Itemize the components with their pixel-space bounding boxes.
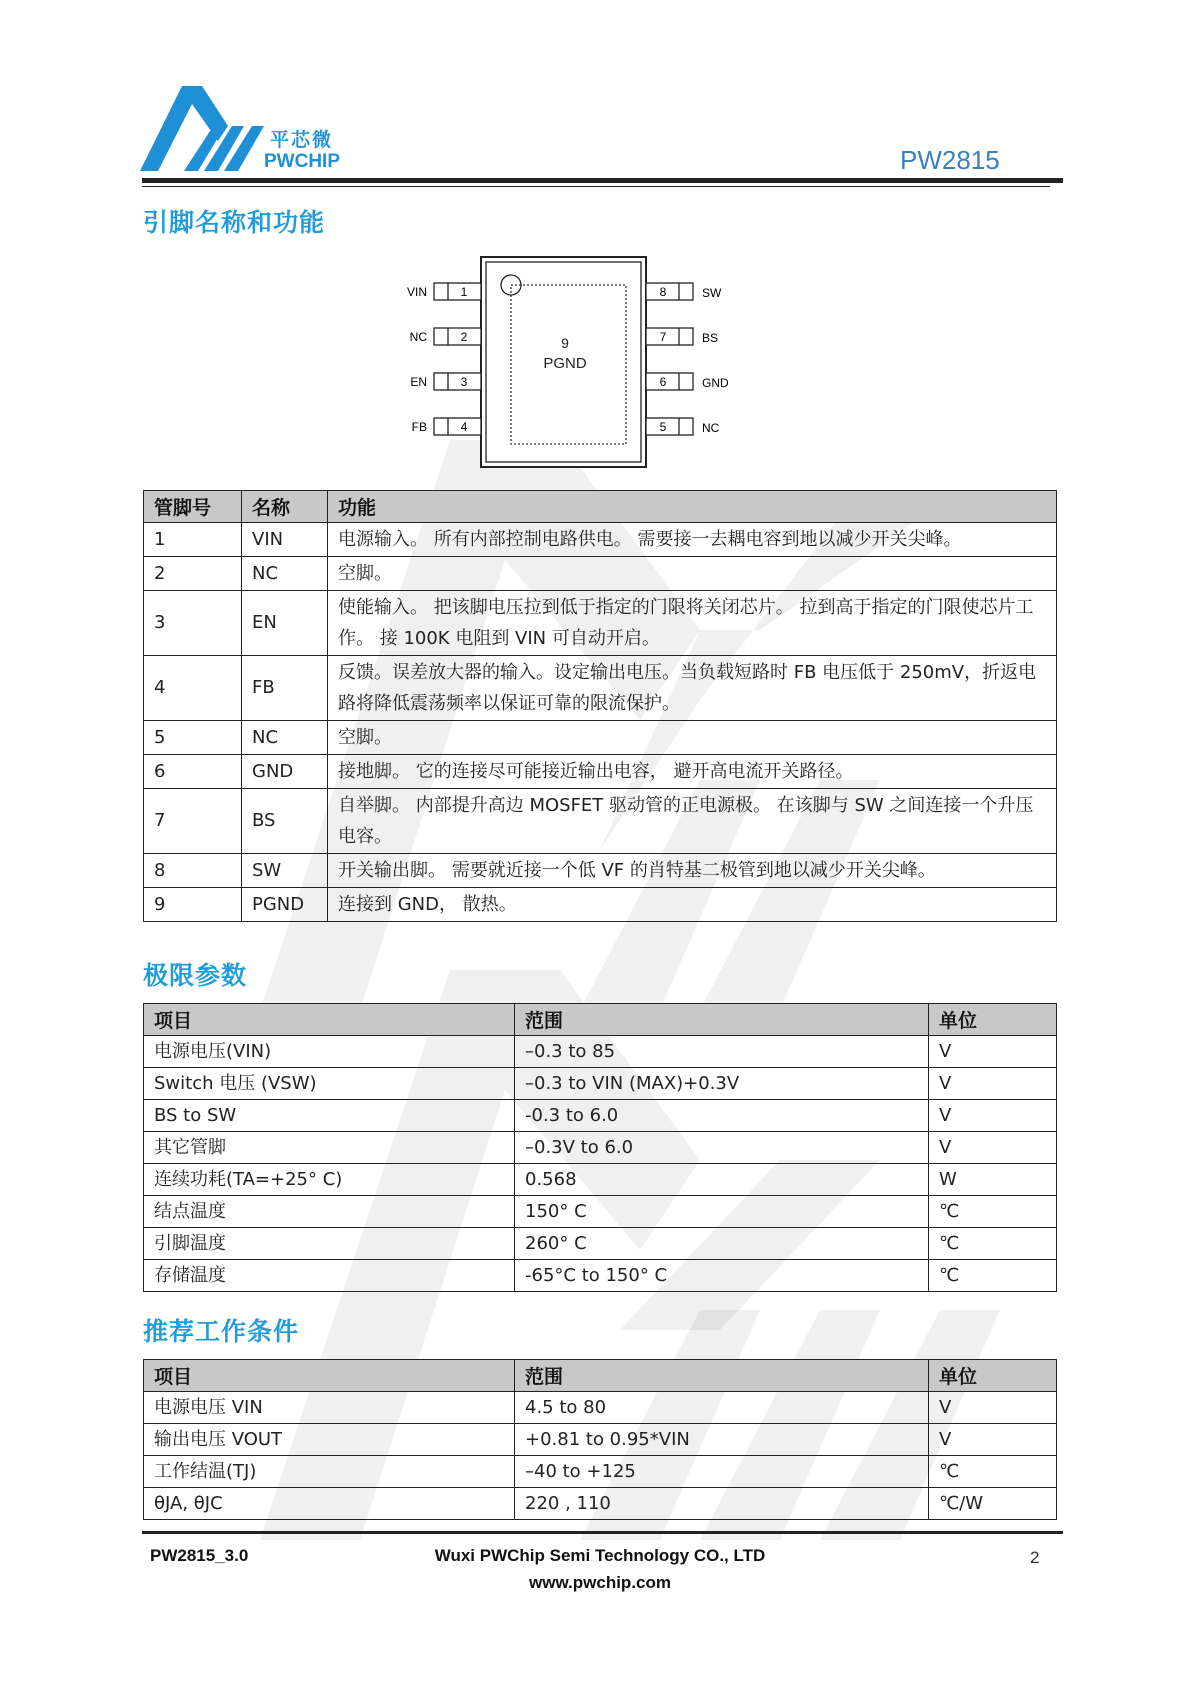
header-rule-thin <box>142 186 1050 187</box>
center-pad-label: PGND <box>543 355 587 372</box>
param-unit: V <box>929 1100 1057 1132</box>
param-unit: ℃ <box>929 1456 1057 1488</box>
param-range: –40 to +125 <box>515 1456 929 1488</box>
col-header-item: 项目 <box>144 1004 515 1036</box>
pin-name: NC <box>242 557 328 591</box>
table-row <box>144 1132 1057 1164</box>
table-row <box>144 656 1057 721</box>
pin-num-right-6: 6 <box>659 375 667 389</box>
param-range: –0.3 to 85 <box>515 1036 929 1068</box>
param-range: 4.5 to 80 <box>515 1392 929 1424</box>
pin-label-left-2: NC <box>409 330 427 344</box>
page-number: 2 <box>1030 1548 1040 1567</box>
param-unit: V <box>929 1392 1057 1424</box>
pin-num-left-1: 1 <box>460 285 468 299</box>
param-range: +0.81 to 0.95*VIN <box>515 1424 929 1456</box>
pin-function: 开关输出脚。 需要就近接一个低 VF 的肖特基二极管到地以减少开关尖峰。 <box>328 854 1057 888</box>
logo-chinese-name: 平芯微 <box>270 129 334 151</box>
pin-label-right-5: NC <box>702 421 720 435</box>
footer-rule <box>142 1531 1063 1534</box>
pin-num-right-5: 5 <box>659 420 667 434</box>
param-range: -65°C to 150° C <box>515 1260 929 1292</box>
param-item: 输出电压 VOUT <box>144 1424 515 1456</box>
pin-number: 5 <box>144 721 242 755</box>
pin-function: 接地脚。 它的连接尽可能接近输出电容， 避开高电流开关路径。 <box>328 755 1057 789</box>
param-unit: W <box>929 1164 1057 1196</box>
col-header-pin: 管脚号 <box>144 491 242 523</box>
pin-num-right-7: 7 <box>659 330 667 344</box>
table-row <box>144 1424 1057 1456</box>
col-header-name: 名称 <box>242 491 328 523</box>
pin-label-right-6: GND <box>702 376 729 390</box>
param-item: BS to SW <box>144 1100 515 1132</box>
table-row <box>144 523 1057 557</box>
pin-name: EN <box>242 591 328 656</box>
table-row <box>144 854 1057 888</box>
section-title-recommended: 推荐工作条件 <box>143 1317 300 1346</box>
param-unit: ℃/W <box>929 1488 1057 1520</box>
param-range: 260° C <box>515 1228 929 1260</box>
table-row <box>144 557 1057 591</box>
pin-number: 1 <box>144 523 242 557</box>
pin-number: 9 <box>144 888 242 922</box>
col-header-unit: 单位 <box>929 1004 1057 1036</box>
pin-number: 4 <box>144 656 242 721</box>
company-name: Wuxi PWChip Semi Technology CO., LTD <box>434 1546 766 1565</box>
pin-label-left-3: EN <box>410 375 427 389</box>
col-header-range: 范围 <box>515 1360 929 1392</box>
pin-label-left-4: FB <box>411 420 427 434</box>
table-row <box>144 1392 1057 1424</box>
param-unit: V <box>929 1424 1057 1456</box>
pin-num-left-3: 3 <box>460 375 468 389</box>
table-row <box>144 1196 1057 1228</box>
pin-name: GND <box>242 755 328 789</box>
pin-function-table <box>143 490 1057 922</box>
table-row <box>144 1488 1057 1520</box>
center-pad-number: 9 <box>561 335 569 351</box>
recommended-conditions-table <box>143 1359 1057 1520</box>
table-row <box>144 1036 1057 1068</box>
pin-number: 8 <box>144 854 242 888</box>
section-title-absolute-max: 极限参数 <box>143 961 248 990</box>
pin-num-left-4: 4 <box>460 420 468 434</box>
pin-function: 空脚。 <box>328 721 1057 755</box>
website-link[interactable]: www.pwchip.com <box>529 1573 671 1592</box>
param-item: 存储温度 <box>144 1260 515 1292</box>
absolute-max-table <box>143 1003 1057 1292</box>
table-row <box>144 1100 1057 1132</box>
param-range: 0.568 <box>515 1164 929 1196</box>
param-item: 其它管脚 <box>144 1132 515 1164</box>
param-range: –0.3V to 6.0 <box>515 1132 929 1164</box>
param-item: 结点温度 <box>144 1196 515 1228</box>
param-unit: ℃ <box>929 1228 1057 1260</box>
pin-name: FB <box>242 656 328 721</box>
col-header-range: 范围 <box>515 1004 929 1036</box>
pin-label-left-1: VIN <box>406 285 427 299</box>
param-item: θJA, θJC <box>144 1488 515 1520</box>
section-title-pins: 引脚名称和功能 <box>143 208 326 237</box>
table-header-row <box>144 491 1057 523</box>
table-row <box>144 789 1057 854</box>
header-rule <box>142 178 1063 183</box>
part-number: PW2815 <box>900 145 1000 175</box>
pin-num-left-2: 2 <box>460 330 468 344</box>
table-header-row <box>144 1004 1057 1036</box>
param-range: 150° C <box>515 1196 929 1228</box>
pin-num-right-8: 8 <box>659 285 667 299</box>
param-unit: ℃ <box>929 1196 1057 1228</box>
pin-name: NC <box>242 721 328 755</box>
col-header-item: 项目 <box>144 1360 515 1392</box>
table-row <box>144 1456 1057 1488</box>
param-range: –0.3 to VIN (MAX)+0.3V <box>515 1068 929 1100</box>
param-item: Switch 电压 (VSW) <box>144 1068 515 1100</box>
table-row <box>144 1260 1057 1292</box>
param-unit: V <box>929 1068 1057 1100</box>
doc-version: PW2815_3.0 <box>150 1546 249 1565</box>
param-item: 引脚温度 <box>144 1228 515 1260</box>
pin-function: 电源输入。 所有内部控制电路供电。 需要接一去耦电容到地以减少开关尖峰。 <box>328 523 1057 557</box>
pin-label-right-7: BS <box>702 331 719 345</box>
pin-function: 空脚。 <box>328 557 1057 591</box>
pin-function: 连接到 GND， 散热。 <box>328 888 1057 922</box>
table-row <box>144 591 1057 656</box>
param-item: 电源电压 VIN <box>144 1392 515 1424</box>
pin-number: 2 <box>144 557 242 591</box>
table-row <box>144 755 1057 789</box>
pin-number: 7 <box>144 789 242 854</box>
param-range: -0.3 to 6.0 <box>515 1100 929 1132</box>
pin-function: 反馈。误差放大器的输入。设定输出电压。当负载短路时 FB 电压低于 250mV，折返电路将降低震荡频率以保证可靠的限流保护。 <box>328 656 1057 721</box>
pin-name: BS <box>242 789 328 854</box>
table-row <box>144 1068 1057 1100</box>
param-range: 220 , 110 <box>515 1488 929 1520</box>
pin-name: SW <box>242 854 328 888</box>
pin-number: 6 <box>144 755 242 789</box>
package-diagram <box>390 252 760 472</box>
logo-english-name: PWCHIP <box>264 151 340 172</box>
param-unit: V <box>929 1036 1057 1068</box>
table-row <box>144 888 1057 922</box>
param-unit: V <box>929 1132 1057 1164</box>
param-item: 工作结温(TJ) <box>144 1456 515 1488</box>
param-item: 连续功耗(TA=+25° C) <box>144 1164 515 1196</box>
col-header-unit: 单位 <box>929 1360 1057 1392</box>
pin-label-right-8: SW <box>702 286 722 300</box>
col-header-function: 功能 <box>328 491 1057 523</box>
pin-number: 3 <box>144 591 242 656</box>
pin-function: 自举脚。 内部提升高边 MOSFET 驱动管的正电源极。 在该脚与 SW 之间连接一个升压电容。 <box>328 789 1057 854</box>
param-unit: ℃ <box>929 1260 1057 1292</box>
pin-name: VIN <box>242 523 328 557</box>
table-header-row <box>144 1360 1057 1392</box>
table-row <box>144 1228 1057 1260</box>
table-row <box>144 1164 1057 1196</box>
table-row <box>144 721 1057 755</box>
param-item: 电源电压(VIN) <box>144 1036 515 1068</box>
pin-function: 使能输入。 把该脚电压拉到低于指定的门限将关闭芯片。 拉到高于指定的门限使芯片工作。 接 100K 电阻到 VIN 可自动开启。 <box>328 591 1057 656</box>
pin-name: PGND <box>242 888 328 922</box>
